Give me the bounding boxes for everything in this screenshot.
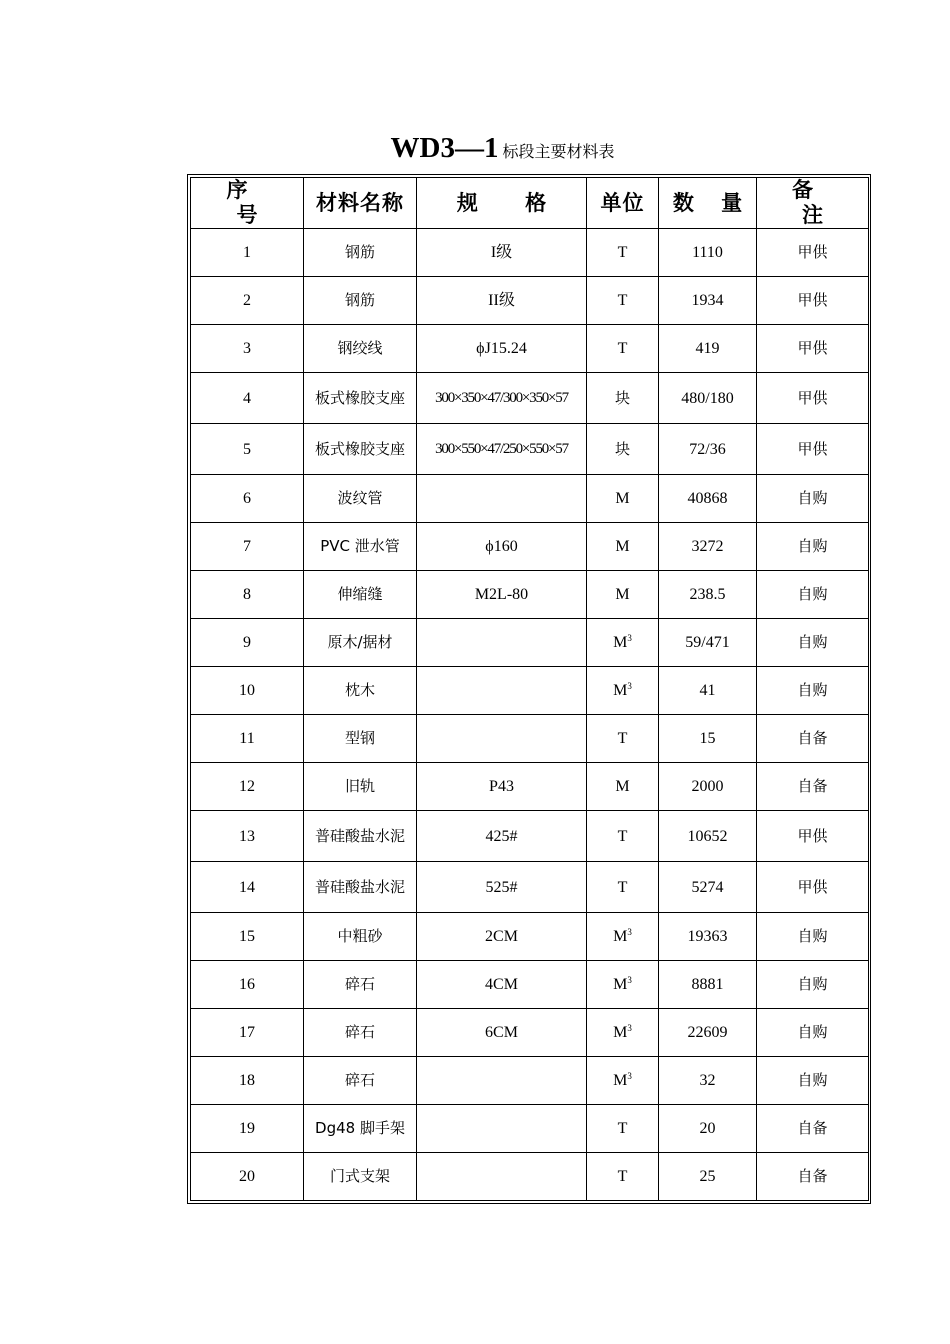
cell-unit: T [587,811,659,862]
cell-unit: M [587,523,659,571]
cell-qty: 32 [659,1057,757,1105]
cell-spec: 2CM [417,913,587,961]
cell-unit: T [587,1105,659,1153]
cell-seq: 5 [191,424,304,475]
cell-qty: 25 [659,1153,757,1201]
cell-seq: 6 [191,475,304,523]
cell-material: 板式橡胶支座 [304,373,417,424]
cell-remark: 自备 [757,715,869,763]
table-row [191,325,869,373]
cell-material: 波纹管 [304,475,417,523]
cell-material: 门式支架 [304,1153,417,1201]
cell-seq: 13 [191,811,304,862]
cell-qty: 15 [659,715,757,763]
cell-remark: 自购 [757,913,869,961]
unit-superscript: 3 [627,975,632,985]
materials-table-frame [187,174,871,1204]
cell-qty: 1110 [659,229,757,277]
cell-spec: ϕ160 [417,523,587,571]
cell-unit: $M^3$ [587,1009,659,1057]
cell-seq: 20 [191,1153,304,1201]
cell-qty: 20 [659,1105,757,1153]
cell-spec [417,715,587,763]
cell-seq: 12 [191,763,304,811]
unit-superscript: 3 [627,1071,632,1081]
cell-material: 碎石 [304,1057,417,1105]
table-row [191,1105,869,1153]
cell-unit: 块 [587,424,659,475]
cell-spec [417,475,587,523]
cell-unit: T [587,277,659,325]
cell-seq: 17 [191,1009,304,1057]
table-row [191,913,869,961]
cell-unit: T [587,1153,659,1201]
cell-remark: 自购 [757,571,869,619]
cell-remark: 自备 [757,1153,869,1201]
table-row [191,811,869,862]
cell-material: 普硅酸盐水泥 [304,862,417,913]
cell-spec: 6CM [417,1009,587,1057]
cell-unit: 块 [587,373,659,424]
cell-unit: $M^3$ [587,913,659,961]
cell-material: 板式橡胶支座 [304,424,417,475]
cell-unit: T [587,862,659,913]
cell-remark: 自购 [757,523,869,571]
cell-qty: 10652 [659,811,757,862]
cell-seq: 15 [191,913,304,961]
cell-unit: $M^3$ [587,619,659,667]
cell-material: 碎石 [304,1009,417,1057]
cell-qty: 480/180 [659,373,757,424]
header-unit: 单位 [587,178,659,229]
cell-qty: 19363 [659,913,757,961]
cell-remark: 自购 [757,961,869,1009]
cell-remark: 自购 [757,475,869,523]
table-row [191,961,869,1009]
cell-material: Dg48 脚手架 [304,1105,417,1153]
table-row [191,424,869,475]
table-row [191,475,869,523]
cell-remark: 自购 [757,667,869,715]
cell-seq: 16 [191,961,304,1009]
cell-unit: $M^3$ [587,961,659,1009]
cell-unit: T [587,229,659,277]
cell-remark: 自备 [757,1105,869,1153]
cell-material: 钢筋 [304,277,417,325]
unit-superscript: 3 [627,1023,632,1033]
cell-spec: 4CM [417,961,587,1009]
cell-spec [417,619,587,667]
table-row [191,571,869,619]
cell-seq: 9 [191,619,304,667]
table-row [191,619,869,667]
cell-qty: 72/36 [659,424,757,475]
cell-unit: M [587,571,659,619]
cell-spec: 300×550×47/250×550×57 [417,424,587,475]
cell-spec: II级 [417,277,587,325]
cell-remark: 自备 [757,763,869,811]
cell-material: 中粗砂 [304,913,417,961]
cell-material: 钢绞线 [304,325,417,373]
cell-material: 碎石 [304,961,417,1009]
cell-spec: M2L-80 [417,571,587,619]
cell-remark: 甲供 [757,373,869,424]
table-row [191,1153,869,1201]
cell-material: 原木/据材 [304,619,417,667]
unit-superscript: 3 [627,633,632,643]
cell-qty: 40868 [659,475,757,523]
cell-qty: 419 [659,325,757,373]
cell-unit: T [587,325,659,373]
cell-spec [417,1057,587,1105]
cell-material: PVC 泄水管 [304,523,417,571]
cell-material: 普硅酸盐水泥 [304,811,417,862]
cell-remark: 甲供 [757,862,869,913]
cell-remark: 自购 [757,619,869,667]
cell-spec: 525# [417,862,587,913]
title-name: 标段主要材料表 [502,142,615,161]
cell-remark: 甲供 [757,277,869,325]
cell-qty: 1934 [659,277,757,325]
materials-table [190,177,869,1201]
cell-remark: 甲供 [757,424,869,475]
cell-qty: 5274 [659,862,757,913]
table-row [191,523,869,571]
cell-seq: 2 [191,277,304,325]
cell-material: 枕木 [304,667,417,715]
table-row [191,277,869,325]
cell-seq: 19 [191,1105,304,1153]
title-code: WD3—1 [390,132,499,164]
cell-spec: I级 [417,229,587,277]
cell-qty: 3272 [659,523,757,571]
cell-qty: 2000 [659,763,757,811]
table-body [191,229,869,1201]
table-row [191,715,869,763]
cell-material: 型钢 [304,715,417,763]
header-material: 材料名称 [304,178,417,229]
cell-unit: $M^3$ [587,1057,659,1105]
cell-seq: 1 [191,229,304,277]
cell-remark: 甲供 [757,811,869,862]
cell-spec: P43 [417,763,587,811]
cell-seq: 14 [191,862,304,913]
cell-remark: 甲供 [757,325,869,373]
cell-qty: 238.5 [659,571,757,619]
cell-remark: 自购 [757,1057,869,1105]
cell-spec: 425# [417,811,587,862]
page-title [0,132,950,165]
header-qty: 数 量 [659,178,757,229]
cell-unit: T [587,715,659,763]
cell-material: 旧轨 [304,763,417,811]
header-spec: 规 格 [417,178,587,229]
cell-spec: 300×350×47/300×350×57 [417,373,587,424]
cell-remark: 甲供 [757,229,869,277]
cell-spec: ϕJ15.24 [417,325,587,373]
cell-seq: 10 [191,667,304,715]
table-row [191,1057,869,1105]
cell-seq: 7 [191,523,304,571]
cell-qty: 8881 [659,961,757,1009]
unit-superscript: 3 [627,927,632,937]
cell-material: 钢筋 [304,229,417,277]
cell-qty: 41 [659,667,757,715]
cell-qty: 22609 [659,1009,757,1057]
cell-unit: M [587,475,659,523]
cell-remark: 自购 [757,1009,869,1057]
header-seq: 序 号 [191,178,304,229]
table-row [191,763,869,811]
cell-seq: 18 [191,1057,304,1105]
table-row [191,229,869,277]
cell-unit: M [587,763,659,811]
cell-spec [417,1105,587,1153]
cell-spec [417,1153,587,1201]
header-remark: 备 注 [757,178,869,229]
cell-spec [417,667,587,715]
table-header-row [191,178,869,229]
cell-seq: 4 [191,373,304,424]
cell-seq: 11 [191,715,304,763]
table-row [191,373,869,424]
cell-unit: $M^3$ [587,667,659,715]
table-row [191,1009,869,1057]
unit-superscript: 3 [627,681,632,691]
cell-seq: 8 [191,571,304,619]
cell-qty: 59/471 [659,619,757,667]
cell-material: 伸缩缝 [304,571,417,619]
cell-seq: 3 [191,325,304,373]
table-row [191,862,869,913]
table-row [191,667,869,715]
